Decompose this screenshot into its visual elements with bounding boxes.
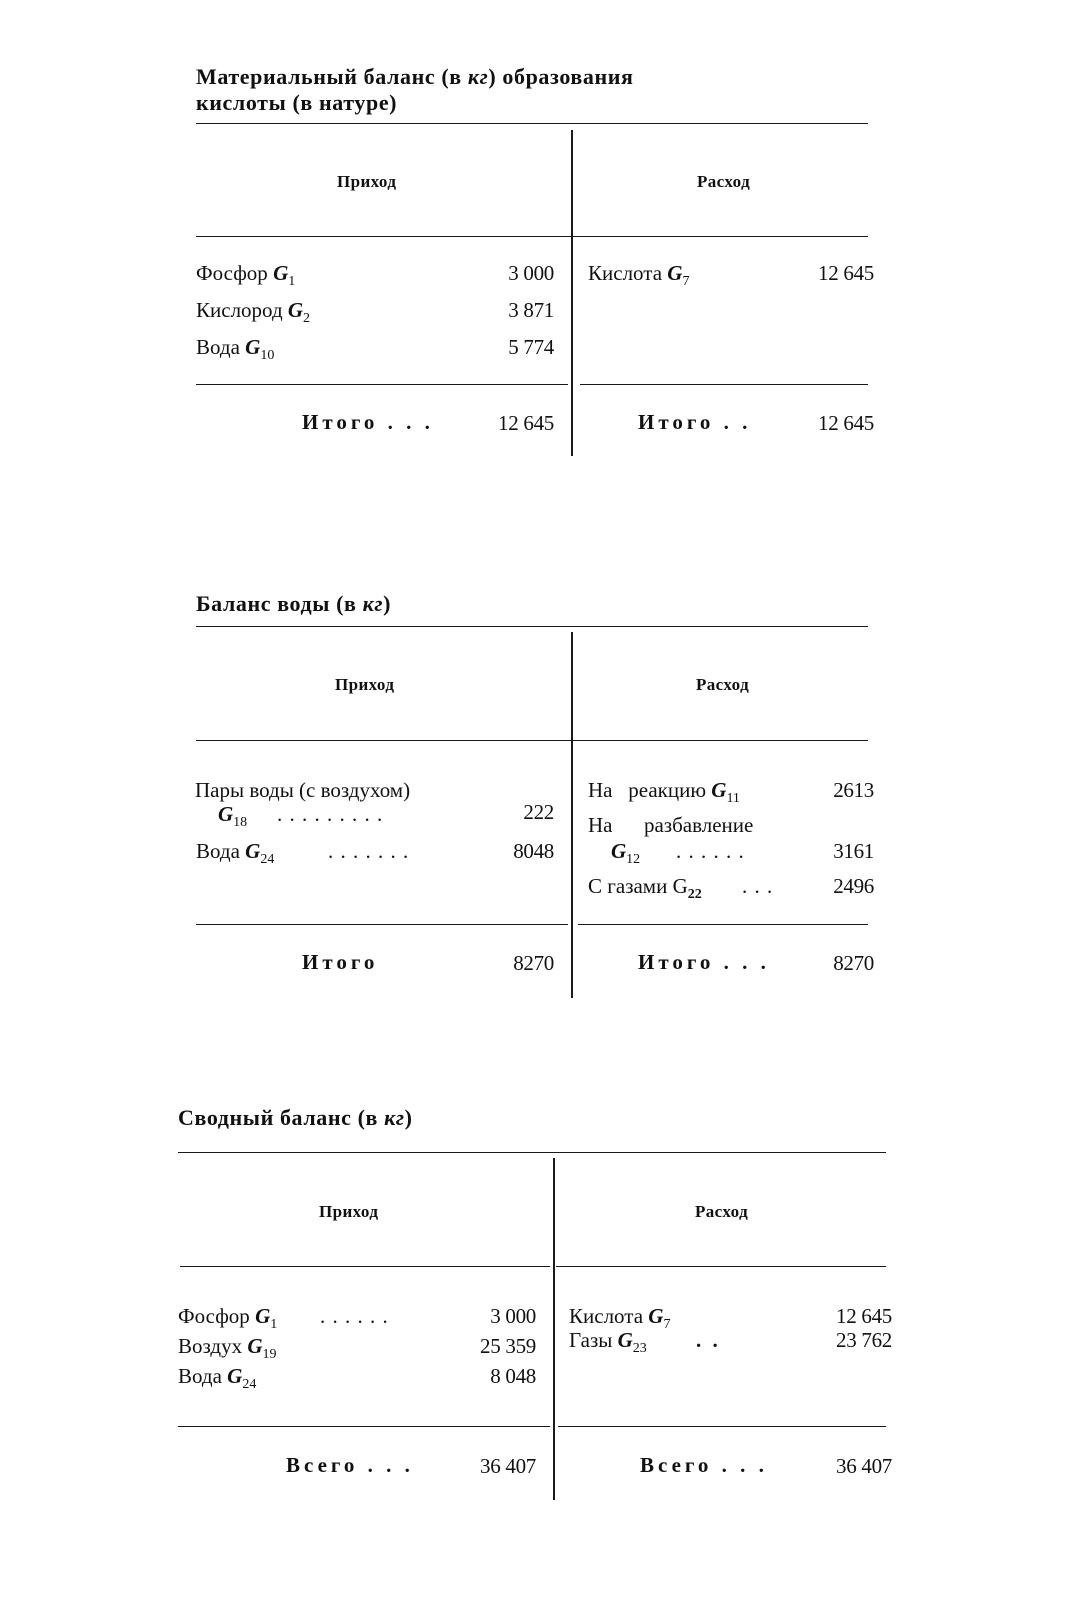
header-rule-income [180, 1266, 550, 1267]
income-row-value: 3 871 [508, 298, 554, 322]
expense-row-label: С газами $G_{22}$ [588, 874, 702, 902]
table-top-rule [196, 123, 868, 124]
expense-total-label: Итого . . . [638, 950, 770, 974]
expense-total-value: 8270 [833, 951, 874, 975]
expense-row-label: На реакцию $G_{11}$ [588, 778, 740, 806]
header-rule [196, 236, 868, 237]
income-row-value: 8048 [513, 839, 554, 863]
expense-row-label: На разбавление [588, 813, 754, 837]
expense-row-value: 2613 [833, 778, 874, 802]
income-row-label: Пары воды (с воздухом) [195, 778, 411, 802]
leader-dots: . . . . . . [676, 839, 745, 863]
expense-row-value: 12 645 [836, 1304, 892, 1328]
income-row-value: 222 [523, 800, 554, 824]
totals-rule-income [196, 924, 568, 925]
income-total-value: 8270 [513, 951, 554, 975]
expense-row-label: Кислота $G_7$ [569, 1304, 671, 1332]
income-row-value: 8 048 [490, 1364, 536, 1388]
expense-total-value: 36 407 [836, 1454, 892, 1478]
leader-dots: . . . . . . . [328, 839, 410, 863]
column-divider [553, 1158, 555, 1500]
header-rule [196, 740, 868, 741]
header-expense: Расход [696, 675, 750, 694]
income-row-label: Фосфор $G_1$ [196, 261, 296, 289]
table-top-rule [178, 1152, 886, 1153]
income-row-symbol: $G_{18}$ [218, 802, 248, 830]
header-income: Приход [337, 172, 397, 191]
income-total-value: 12 645 [498, 411, 554, 435]
income-row-label: Кислород $G_2$ [196, 298, 311, 326]
expense-row-value: 3161 [833, 839, 874, 863]
income-row-value: 3 000 [490, 1304, 536, 1328]
table-caption: Материальный баланс (в кг) образования кислоты (в натуре) [196, 64, 634, 115]
income-row-value: 5 774 [508, 335, 554, 359]
income-row-value: 3 000 [508, 261, 554, 285]
leader-dots: . . . [742, 874, 774, 898]
table-caption: Сводный баланс (в кг) [178, 1105, 413, 1130]
income-row-label: Вода $G_{24}$ [196, 839, 275, 867]
expense-row-value: 12 645 [818, 261, 874, 285]
expense-total-label: Итого . . [638, 410, 752, 434]
header-expense: Расход [695, 1202, 749, 1221]
income-total-label: Всего . . . [286, 1453, 414, 1477]
leader-dots: . . . . . . [320, 1304, 389, 1328]
leader-dots: . . [696, 1328, 721, 1352]
table-caption: Баланс воды (в кг) [196, 591, 392, 616]
expense-row-label: Кислота $G_7$ [588, 261, 690, 289]
income-total-label: Итого . . . [302, 410, 434, 434]
column-divider [571, 632, 573, 998]
header-income: Приход [335, 675, 395, 694]
totals-rule-income [196, 384, 568, 385]
income-row-label: Вода $G_{24}$ [178, 1364, 257, 1392]
income-total-label: Итого [302, 950, 379, 974]
table-top-rule [196, 626, 868, 627]
header-rule-expense [556, 1266, 886, 1267]
income-row-label: Воздух $G_{19}$ [178, 1334, 277, 1362]
income-row-label: Вода $G_{10}$ [196, 335, 275, 363]
totals-rule-expense [558, 1426, 886, 1427]
income-total-value: 36 407 [480, 1454, 536, 1478]
totals-rule-expense [578, 924, 868, 925]
expense-total-value: 12 645 [818, 411, 874, 435]
expense-row-value: 2496 [833, 874, 874, 898]
totals-rule-income [178, 1426, 550, 1427]
leader-dots: . . . . . . . . . [277, 802, 384, 826]
column-divider [571, 130, 573, 456]
expense-total-label: Всего . . . [640, 1453, 768, 1477]
totals-rule-expense [580, 384, 868, 385]
header-expense: Расход [697, 172, 751, 191]
expense-row-label: Газы $G_{23}$ [569, 1328, 647, 1356]
expense-row-value: 23 762 [836, 1328, 892, 1352]
income-row-value: 25 359 [480, 1334, 536, 1358]
header-income: Приход [319, 1202, 379, 1221]
expense-row-symbol: $G_{12}$ [611, 839, 641, 867]
income-row-label: Фосфор $G_1$ [178, 1304, 278, 1332]
